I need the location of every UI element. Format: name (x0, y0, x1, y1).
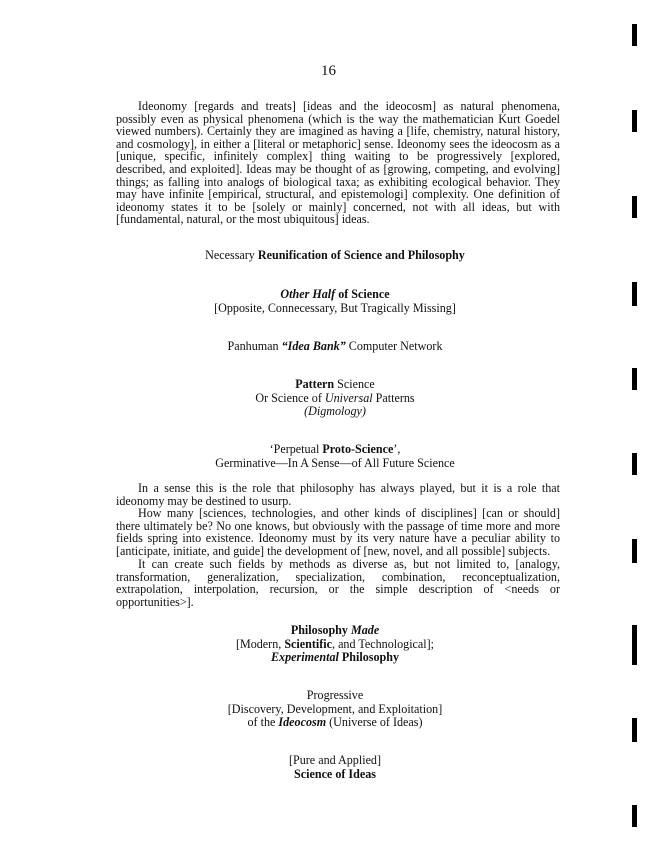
scan-edge-mark (632, 368, 637, 390)
heading-progressive: Progressive [Discovery, Development, and Exploitation] of the Ideocosm (Universe of Ideas) (227, 688, 443, 729)
heading-science-of-ideas: [Pure and Applied] Science of Ideas (288, 753, 382, 781)
scan-edge-mark (632, 539, 637, 563)
scan-edge-mark (632, 196, 637, 218)
scan-edge-mark (632, 805, 637, 827)
page-number: 16 (321, 63, 336, 79)
heading-idea-bank: Panhuman “Idea Bank” Computer Network (227, 339, 443, 353)
heading-reunification: Necessary Reunification of Science and Philosophy (205, 248, 465, 262)
paragraph-how-many: How many [sciences, technologies, and other kinds of disciplines] [can or should] there ultimately be? No one knows, but obviously with the passage of time more and more fields spring into existence. Ideonomy must by its very nature have a peculiar ability to [anticipate, initiate, and guide] the development of [new, novel, and all possible] subjects. (116, 506, 560, 558)
scan-edge-mark (632, 453, 637, 475)
heading-philosophy-made: Philosophy Made [Modern, Scientific, and Technological]; Experimental Philosophy (235, 623, 435, 664)
scan-edge-mark (632, 24, 637, 46)
paragraph-ideonomy-intro: Ideonomy [regards and treats] [ideas and the ideocosm] as natural phenomena, possibly even as physical phenomena (which is the way the mathematician Kurt Goedel viewed numbers). Certainly they are imagined as having a [life, chemistry, natural history, and cosmology], in either a [literal or metaphoric] sense. Ideonomy sees the ideocosm as a [unique, specific, infinitely complex] thing waiting to be progressively [explored, described, and exploited]. Ideas may be thought of as [growing, competing, and evolving] things; as falling into analogs of biological taxa; as exhibiting ecological behavior. They may have infinite [empirical, structural, and epistemologi] complexity. One definition of ideonomy states it to be [solely or mainly] concerned, not with all ideas, but with [fundamental, natural, or the most ubiquitous] ideas. (116, 99, 560, 227)
paragraph-create-fields: It can create such fields by methods as diverse as, but not limited to, [analogy, transformation, generalization, specialization, combination, reconceptualization, extrapolation, interpolation, recursion, or the simple description of <needs or opportunities>]. (116, 557, 560, 609)
paragraph-role: In a sense this is the role that philosophy has always played, but it is a role that ideonomy may be destined to usurp. (116, 481, 560, 508)
heading-pattern-science: Pattern Science Or Science of Universal Patterns (Digmology) (255, 377, 415, 418)
heading-proto-science: ‘Perpetual Proto-Science’, Germinative—In A Sense—of All Future Science (215, 442, 455, 470)
scan-edge-mark (632, 718, 637, 742)
scan-edge-mark (632, 110, 637, 132)
heading-other-half: Other Half of Science [Opposite, Connecessary, But Tragically Missing] (214, 287, 456, 315)
scan-edge-mark (632, 282, 637, 306)
scan-edge-mark (632, 625, 637, 665)
